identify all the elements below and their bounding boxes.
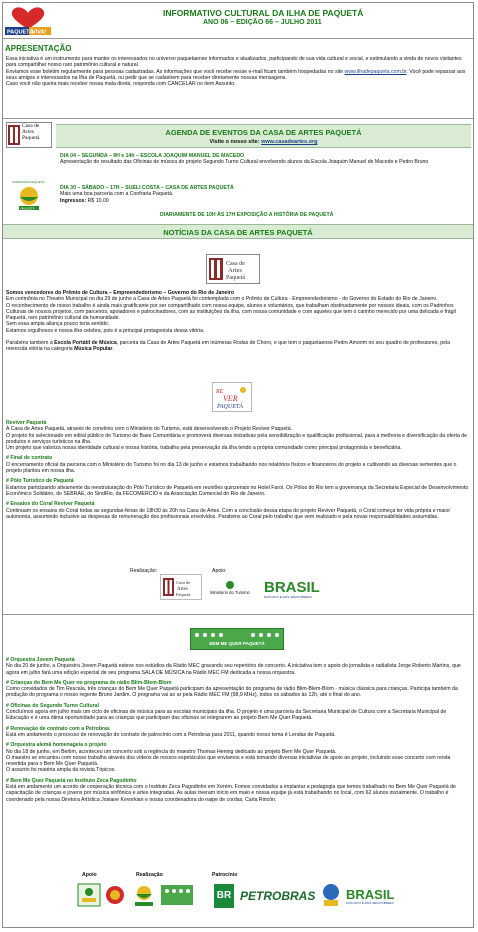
parabens-p: Parabéns também à Escola Portátil de Música, parceira da Casa de Artes Paquetá em inúmeras Rodas de Choro, e que tem o paquetaense Pedro Amorim no seu quadro de professores, pela merecida vitória na categoria Música Popular. xyxy=(6,340,451,353)
premio-news xyxy=(6,290,470,353)
reviver-p2: O projeto foi selecionado em edital público de Turismo de Base Comunitária e promoverá diversas iniciativas pela sensibilização e qualificação profissional, para a melhoria e diversificação da oferta de produtos e serviços turísticos na ilha. xyxy=(6,432,468,445)
coral-p: Continuam os ensaios do Coral todas as segundas-feiras de 18h30 às 20h na Casa de Artes. Com a conclusão dessa etapa do projeto Reviver Paquetá, o Coral começa ter vida própria e maior autonomia, assumindo inclusive as despesas de remuneração dos profissionais envolvidos. Parabéns ao Coral pelo trabalho que vem realizado e pela novas responsabilidades assumidas. xyxy=(6,507,451,520)
svg-text:Paquetá: Paquetá xyxy=(176,592,191,597)
event-2 xyxy=(60,185,465,204)
bem-me-quer-logo-art xyxy=(191,629,283,649)
br-logo: BR xyxy=(214,884,234,908)
section-title-apresentacao: APRESENTAÇÃO xyxy=(5,44,72,53)
footer-brasil-sub: PAÍS RICO É PAÍS SEM POBREZA xyxy=(346,901,394,905)
divider xyxy=(3,614,473,615)
bem-me-quer-logo-text: BEM ME QUER PAQUETÁ xyxy=(209,641,265,646)
bemmequer-news xyxy=(6,657,470,803)
event-2-title: DIA 30 – SÁBADO – 17H – SUELI COSTA – CASA DE ARTES PAQUETÁ xyxy=(60,185,234,191)
agenda-visit: Visite o nosso site: www.casadeartes.org xyxy=(209,139,318,145)
footer-patrocinio-label: Patrocínio xyxy=(212,872,238,878)
reviver-logo-art xyxy=(213,383,251,411)
reviver-p1: A Casa de Artes Paquetá, através de convênio com o Ministério do Turismo, está desenvolvendo o Projeto Reviver Paquetá. xyxy=(6,426,293,433)
brasil-logo-text: BRASIL xyxy=(264,579,320,596)
site-link[interactable]: www.ilhadepaqueta.com.br xyxy=(344,68,407,75)
svg-text:VER: VER xyxy=(223,394,238,403)
svg-text:Casa de: Casa de xyxy=(226,261,245,267)
reviver-paqueta-logo xyxy=(212,382,252,412)
realizacao-label: Realização: xyxy=(130,568,158,574)
final-p: O encerramento oficial da parceria com o Ministério do Turismo foi no dia 13 de junho e estamos trabalhando nos relatórios físicos e financeiros do projeto e cultivando as diversas sementes que o projeto plantou em nossa ilha. xyxy=(6,461,457,475)
svg-text:RE: RE xyxy=(216,389,224,395)
noticias-title: NOTÍCIAS DA CASA DE ARTES PAQUETÁ xyxy=(163,228,313,237)
event-1 xyxy=(60,153,465,166)
blim-p: Como convidados de Tim Rescala, três crianças do Bem Me Quer Paquetá participam da apresentação do programa de rádio Blim-Blem-Blom - música clássica para crianças. Participa também da produção do programa o nosso regente Bruno Jardim. O programa vai ao ar pela Rádio MEC FM (98,9 MHz), todos os sábados às 12h, até o final do ano. xyxy=(6,686,458,699)
casa-de-artes-logo-text: Casa de Artes Paquetá xyxy=(22,123,40,141)
apresentacao-p2: Enviamos esse boletim regularmente para pessoas cadastradas. As informações que você recebe nesse e-mail ficam também hospedadas no site www.ilhadepaqueta.com.br. Você pode repassar aos seus amigos e interessados na Ilha de Paquetá, ou pedir que se cadastrem para receber diretamente nossas mensagens. xyxy=(6,68,466,81)
hom-p1: No dia 18 de junho, em Berlim, aconteceu um concerto sob a regência do maestro Thomas Hennig dedicado ao projeto Bem Me Quer Paquetá. xyxy=(6,748,337,755)
petro-title: # Renovação de contrato com a Petrobras xyxy=(6,725,110,732)
brasil-logo-sub: PAÍS RICO É PAÍS SEM POBREZA xyxy=(264,595,312,599)
reviver-news xyxy=(6,420,470,520)
apresentacao-p3: Caso você não queira mais receber nossa mala direta, responda com CANCELAR no item Assunto. xyxy=(6,81,236,88)
casa-de-artes-logo-2-art xyxy=(207,255,259,283)
confraria-logo xyxy=(14,183,44,211)
realizacao-casa-logo-art xyxy=(161,575,201,599)
footer-realizacao-label: Realização xyxy=(136,872,163,878)
footer-brasil-text: BRASIL xyxy=(346,887,395,902)
premio-p2: O reconhecimento de nosso trabalho é ainda mais gratificante por ser compartilhado com nossa equipe, alunos e voluntários, que trabalham obstinadamente por nossos ideais, com os Padrinhos Culturais de nossos projetos, com parceiros, apoiadores e patrocinadores, com as instituições da ilha, com nossa comunidade e com aqueles que tem o carinho merecido por uma delicada e frágil Paquetá, raro patrimônio cultural da humanidade. xyxy=(6,302,456,322)
premio-p1: Em cerimônia no Theatro Municipal no dia 29 de junho a Casa de Artes Paquetá foi contemplada com o Prêmio de Cultura - Empreendedorismo - do Governo do Estado do Rio de Janeiro. xyxy=(6,296,438,303)
daily-exhibition: DIARIAMENTE DE 10H ÀS 17H EXPOSIÇÃO A HISTÓRIA DE PAQUETÁ xyxy=(160,212,334,218)
polo-title: # Pólo Turístico de Paquetá xyxy=(6,478,74,485)
divider xyxy=(3,118,473,119)
agenda-title-bar xyxy=(56,124,471,148)
event-1-desc: Apresentação do resultado das Oficinas de música do projeto Segundo Turno Cultural envolvendo alunos da Escola Joaquim Manuel de Macedo e Pedro Bruno xyxy=(60,159,429,166)
premio-p4: Estamos orgulhosos e nossa ilha celebra, pois é a principal protagonista dessa vitória. xyxy=(6,327,205,334)
svg-text:Casa de: Casa de xyxy=(176,580,191,585)
paqueta-viva-logo xyxy=(5,5,51,35)
blim-title: # Crianças do Bem Me Quer no programa de rádio Blim-Blem-Blom xyxy=(6,679,172,686)
premio-title: Somos vencedores do Prêmio de Cultura – Empreendedorismo – Governo do Rio de Janeiro xyxy=(6,290,235,296)
svg-text:VIVA!: VIVA! xyxy=(32,29,47,35)
petro-p: Está em andamento o processo de renovação do contrato de patrocínio com a Petrobras para 2011, quando nosso tema é Lendas de Paquetá. xyxy=(6,731,336,738)
polo-p: Estamos participando ativamente da reestruturação do Pólo Turístico de Paquetá em reuniões quinzenais no Hotel Farol. Os Pólos do Rio tem a governança da Secretaria Especial de Desenvolvimento Econômico Solidário, do SEBRAE, do SindRio, da FECOMERCIO e da Associação Comercial do Rio de Janeiro. xyxy=(6,484,469,497)
casa-de-artes-logo-2 xyxy=(206,254,260,284)
brasil-gov-logo xyxy=(264,580,332,602)
coral-title: # Ensaios do Coral Reviver Paquetá xyxy=(6,501,95,508)
final-title: # Final de contrato xyxy=(6,455,53,462)
realizacao-casa-logo xyxy=(160,574,202,600)
footer-apoio-logo-2 xyxy=(104,884,126,906)
footer-apoio-logo-1 xyxy=(76,882,102,908)
hom-p3: O assunto foi matéria ampla da revista Tópicos. xyxy=(6,767,116,774)
hom-p2: O maestro se encantou com nosso trabalho através dos vídeos de nossos espetáculos que enviamos e está tomando diversas iniciativas de apoio ao projeto, incluindo esse concerto com renda revertida para o Bem Me Quer Paquetá. xyxy=(6,754,451,768)
edition-subtitle: ANO 06 – EDIÇÃO 66 – JULHO 2011 xyxy=(203,19,322,26)
header xyxy=(3,3,473,39)
event-1-title: DIA 04 – SEGUNDA – 9H e 14h – ESCOLA JOAQUIM MANUEL DE MACEDO xyxy=(60,153,245,159)
apresentacao-text xyxy=(6,56,470,87)
event-2-ingressos: Ingressos: R$ 10,00 xyxy=(60,197,109,204)
event-2-desc: Mais uma boa parceria com a Confraria Paquetá. xyxy=(60,191,174,198)
zeca-p: Está em andamento um acordo de cooperação técnica com o Instituto Zeca Pagodinho em Xerém. Fomos convidados a implantar a pedagogia que temos trabalhado no Bem Me Quer Paquetá de capacitação de crianças e jovens por música sinfônica e artes integradas. As aulas tiveram início em maio e nossa equipe já está trabalhando no local, com 62 alunos inicialmente. O trabalho é coordenado pela nossa Diretora Artística Josiane Kevorkian e nossa coordenadora do naipe de cordas, Carla Rincón. xyxy=(6,784,456,803)
premio-p3: Sem essa ampla aliança pouco teria sentido. xyxy=(6,321,110,328)
footer-realizacao-logo-2 xyxy=(160,882,194,908)
svg-text:Paquetá: Paquetá xyxy=(226,275,245,281)
footer-brasil-logo xyxy=(346,888,426,905)
svg-text:Artes: Artes xyxy=(177,587,188,592)
svg-text:Artes: Artes xyxy=(228,267,243,274)
noticias-title-bar xyxy=(3,224,473,239)
ministerio-label: Ministério do Turismo xyxy=(210,590,250,595)
footer-apoio-label: Apoio xyxy=(82,872,97,878)
svg-text:PAQUETÁ: PAQUETÁ xyxy=(217,404,243,410)
ofic-title: # Oficinas do Segundo Turno Cultural xyxy=(6,702,99,709)
agenda-title: AGENDA DE EVENTOS DA CASA DE ARTES PAQUETÁ xyxy=(165,128,362,137)
footer-gov-logo-1 xyxy=(320,882,342,908)
apresentacao-p1: Essa iniciativa é um instrumento para manter os interessados no universo paquetaense informados e atualizados, participando de sua vida cultural e social, e estimulando a vinda de novos visitantes para compartilhar nosso raro patrimônio cultural e natural. xyxy=(6,56,462,69)
svg-text:PAQUETÁ: PAQUETÁ xyxy=(20,206,35,211)
confraria-label: CONFRARIA PAQUETÁ xyxy=(12,180,45,184)
reviver-p3: Um projeto que valoriza nossa identidade cultural e nossa história, trabalha pela preservação da ilha tendo a própria comunidade como principal protagonista e beneficiária. xyxy=(6,445,402,452)
zeca-title: # Bem Me Quer Paquetá no Instituto Zeca Pagodinho xyxy=(6,777,137,784)
bem-me-quer-logo xyxy=(190,628,284,650)
apoio-label: Apoio: xyxy=(212,568,227,574)
footer-realizacao-logo-1 xyxy=(132,882,156,908)
orq-p: No dia 20 de junho, a Orquestra Jovem Paquetá esteve nos estúdios da Rádio MEC gravando seu repertório de concerto. A iniciativa tem o apoio do jornalista e radialista Jorge Roberto Martins, que agora em julho fará uma edição especial de seu programa SALA DE MÚSICA na Rádio MEC FM dedicada a nossa orquestra. xyxy=(6,663,461,676)
petrobras-logo: PETROBRAS xyxy=(240,889,316,903)
ofic-p: Concluímos agora em julho mais um ciclo de oficinas de música para as escolas municipais da ilha. O projeto é uma parceria da Secretaria Municipal de Cultura com a Secretaria Municipal de Educação e é uma ótima oportunidade para as crianças que participam das oficinas se integrarem ao projeto Bem Me Quer Paquetá. xyxy=(6,709,447,722)
orq-title: # Orquestra Jovem Paquetá xyxy=(6,657,75,663)
casadeartes-link[interactable]: www.casadeartes.org xyxy=(261,139,318,145)
hom-title: # Orquestra alemã homenageia o projeto xyxy=(6,742,107,749)
newsletter-title: INFORMATIVO CULTURAL DA ILHA DE PAQUETÁ xyxy=(163,8,364,18)
reviver-title: Reviver Paquetá xyxy=(6,420,47,426)
svg-text:PAQUETÁ: PAQUETÁ xyxy=(7,29,34,35)
